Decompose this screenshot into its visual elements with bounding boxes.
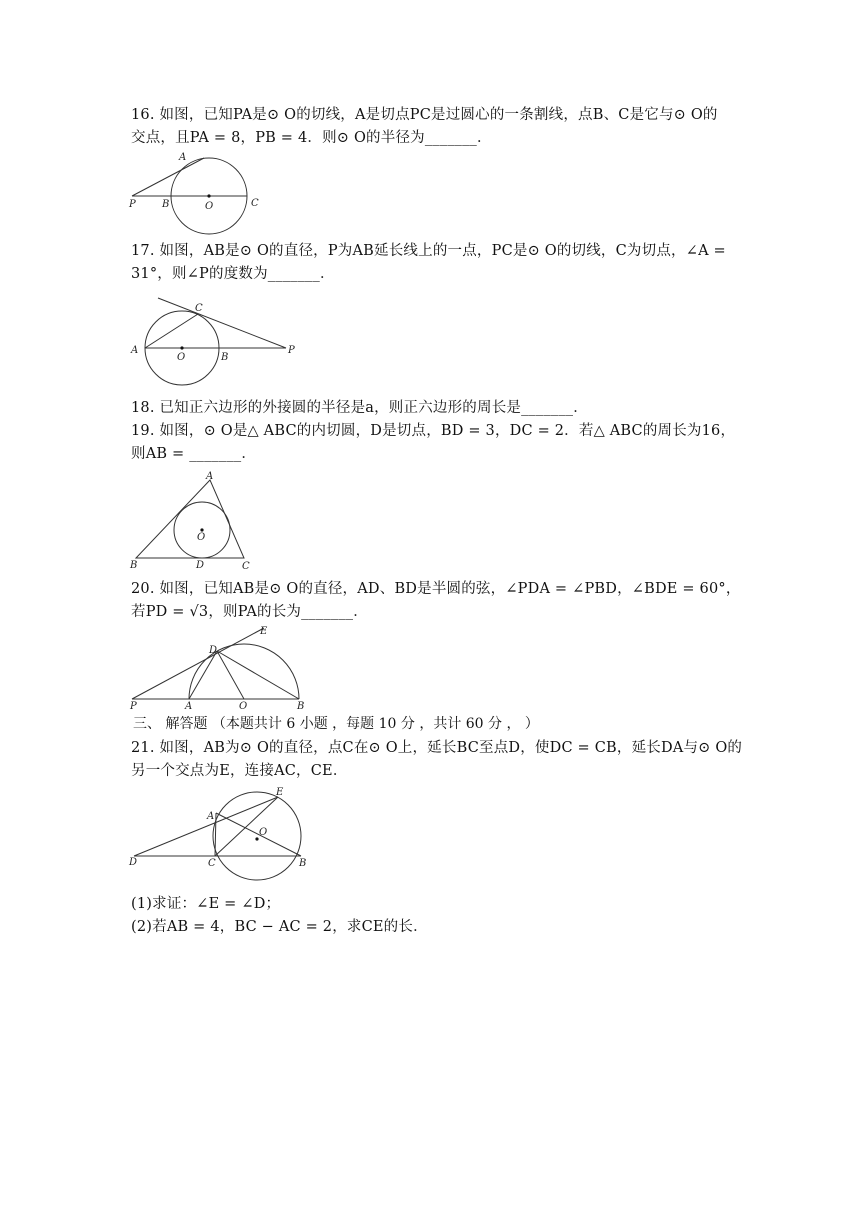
label-p: P [288, 345, 295, 356]
label-e: E [260, 626, 268, 637]
chord-ad [189, 651, 217, 699]
question-21-line-1: 21. 如图，AB为⊙ O的直径，点C在⊙ O上，延长BC至点D，使DC = CB，延长DA与⊙ O的 [131, 740, 743, 756]
center-dot [180, 346, 183, 349]
question-21-part-2: (2)若AB = 4，BC − AC = 2，求CE的长． [131, 919, 428, 935]
label-c: C [208, 858, 216, 869]
question-21-parts [131, 893, 731, 939]
tangent-pa [132, 158, 204, 196]
label-c: C [195, 303, 203, 314]
label-c: C [251, 198, 259, 209]
chord-ac [145, 314, 198, 348]
center-dot [207, 194, 210, 197]
label-o: O [205, 201, 214, 212]
question-19-line-2: 则AB = _______． [131, 446, 257, 462]
label-o: O [197, 532, 206, 543]
label-p: P [129, 199, 136, 210]
label-d: D [196, 560, 205, 571]
question-20 [131, 578, 741, 624]
label-b: B [299, 858, 307, 869]
figure-20 [126, 622, 312, 714]
question-19-line-1: 19. 如图，⊙ O是△ ABC的内切圆，D是切点，BD = 3，DC = 2．若△ ABC的周长为16， [131, 423, 736, 439]
figure-21 [126, 784, 316, 870]
question-17-line-1: 17. 如图，AB是⊙ O的直径，P为AB延长线上的一点，PC是⊙ O的切线，C为切点，∠A = [131, 243, 726, 259]
question-18 [131, 397, 731, 420]
radius-do [217, 651, 244, 699]
figure-19 [126, 468, 258, 574]
question-16 [131, 104, 731, 150]
label-d: D [129, 857, 138, 868]
question-21-part-1: (1)求证：∠E = ∠D； [131, 896, 281, 912]
label-b: B [130, 560, 138, 571]
line-pde [132, 628, 264, 699]
line-de [134, 797, 278, 856]
figure-17 [126, 294, 306, 388]
label-d: D [209, 645, 218, 656]
label-o: O [239, 701, 248, 712]
question-16-line-2: 交点，且PA = 8，PB = 4．则⊙ O的半径为_______． [131, 130, 492, 146]
segment-ac [215, 813, 216, 856]
question-21-line-2: 另一个交点为E，连接AC，CE． [131, 763, 348, 779]
figure-16 [126, 148, 266, 228]
chord-bd [217, 651, 299, 699]
label-a: A [185, 701, 193, 712]
label-b: B [221, 352, 229, 363]
label-c: C [242, 561, 250, 572]
label-b: B [297, 701, 305, 712]
tangent-pc [158, 298, 286, 348]
question-21 [131, 737, 743, 783]
question-17-line-2: 31°，则∠P的度数为_______． [131, 266, 335, 282]
question-19 [131, 420, 736, 466]
label-o: O [259, 827, 268, 838]
question-17 [131, 240, 731, 286]
question-16-line-1: 16. 如图，已知PA是⊙ O的切线，A是切点PC是过圆心的一条割线，点B、C是它与⊙ O的 [131, 107, 718, 123]
section-3-heading: 三、 解答题 （本题共计 6 小题 ，每题 10 分 ，共计 60 分 ， ） [133, 716, 539, 732]
label-o: O [177, 352, 186, 363]
label-a: A [206, 471, 214, 482]
label-b: B [162, 199, 170, 210]
question-20-line-2: 若PD = √3，则PA的长为_______． [131, 604, 368, 620]
question-18-line-1: 18. 已知正六边形的外接圆的半径是a，则正六边形的周长是_______． [131, 400, 588, 416]
question-20-line-1: 20. 如图，已知AB是⊙ O的直径，AD、BD是半圆的弦，∠PDA = ∠PBD，∠BDE = 60°， [131, 581, 741, 597]
label-a: A [179, 152, 187, 163]
label-p: P [130, 701, 137, 712]
label-a: A [207, 811, 215, 822]
label-a: A [131, 345, 139, 356]
label-e: E [276, 787, 284, 798]
